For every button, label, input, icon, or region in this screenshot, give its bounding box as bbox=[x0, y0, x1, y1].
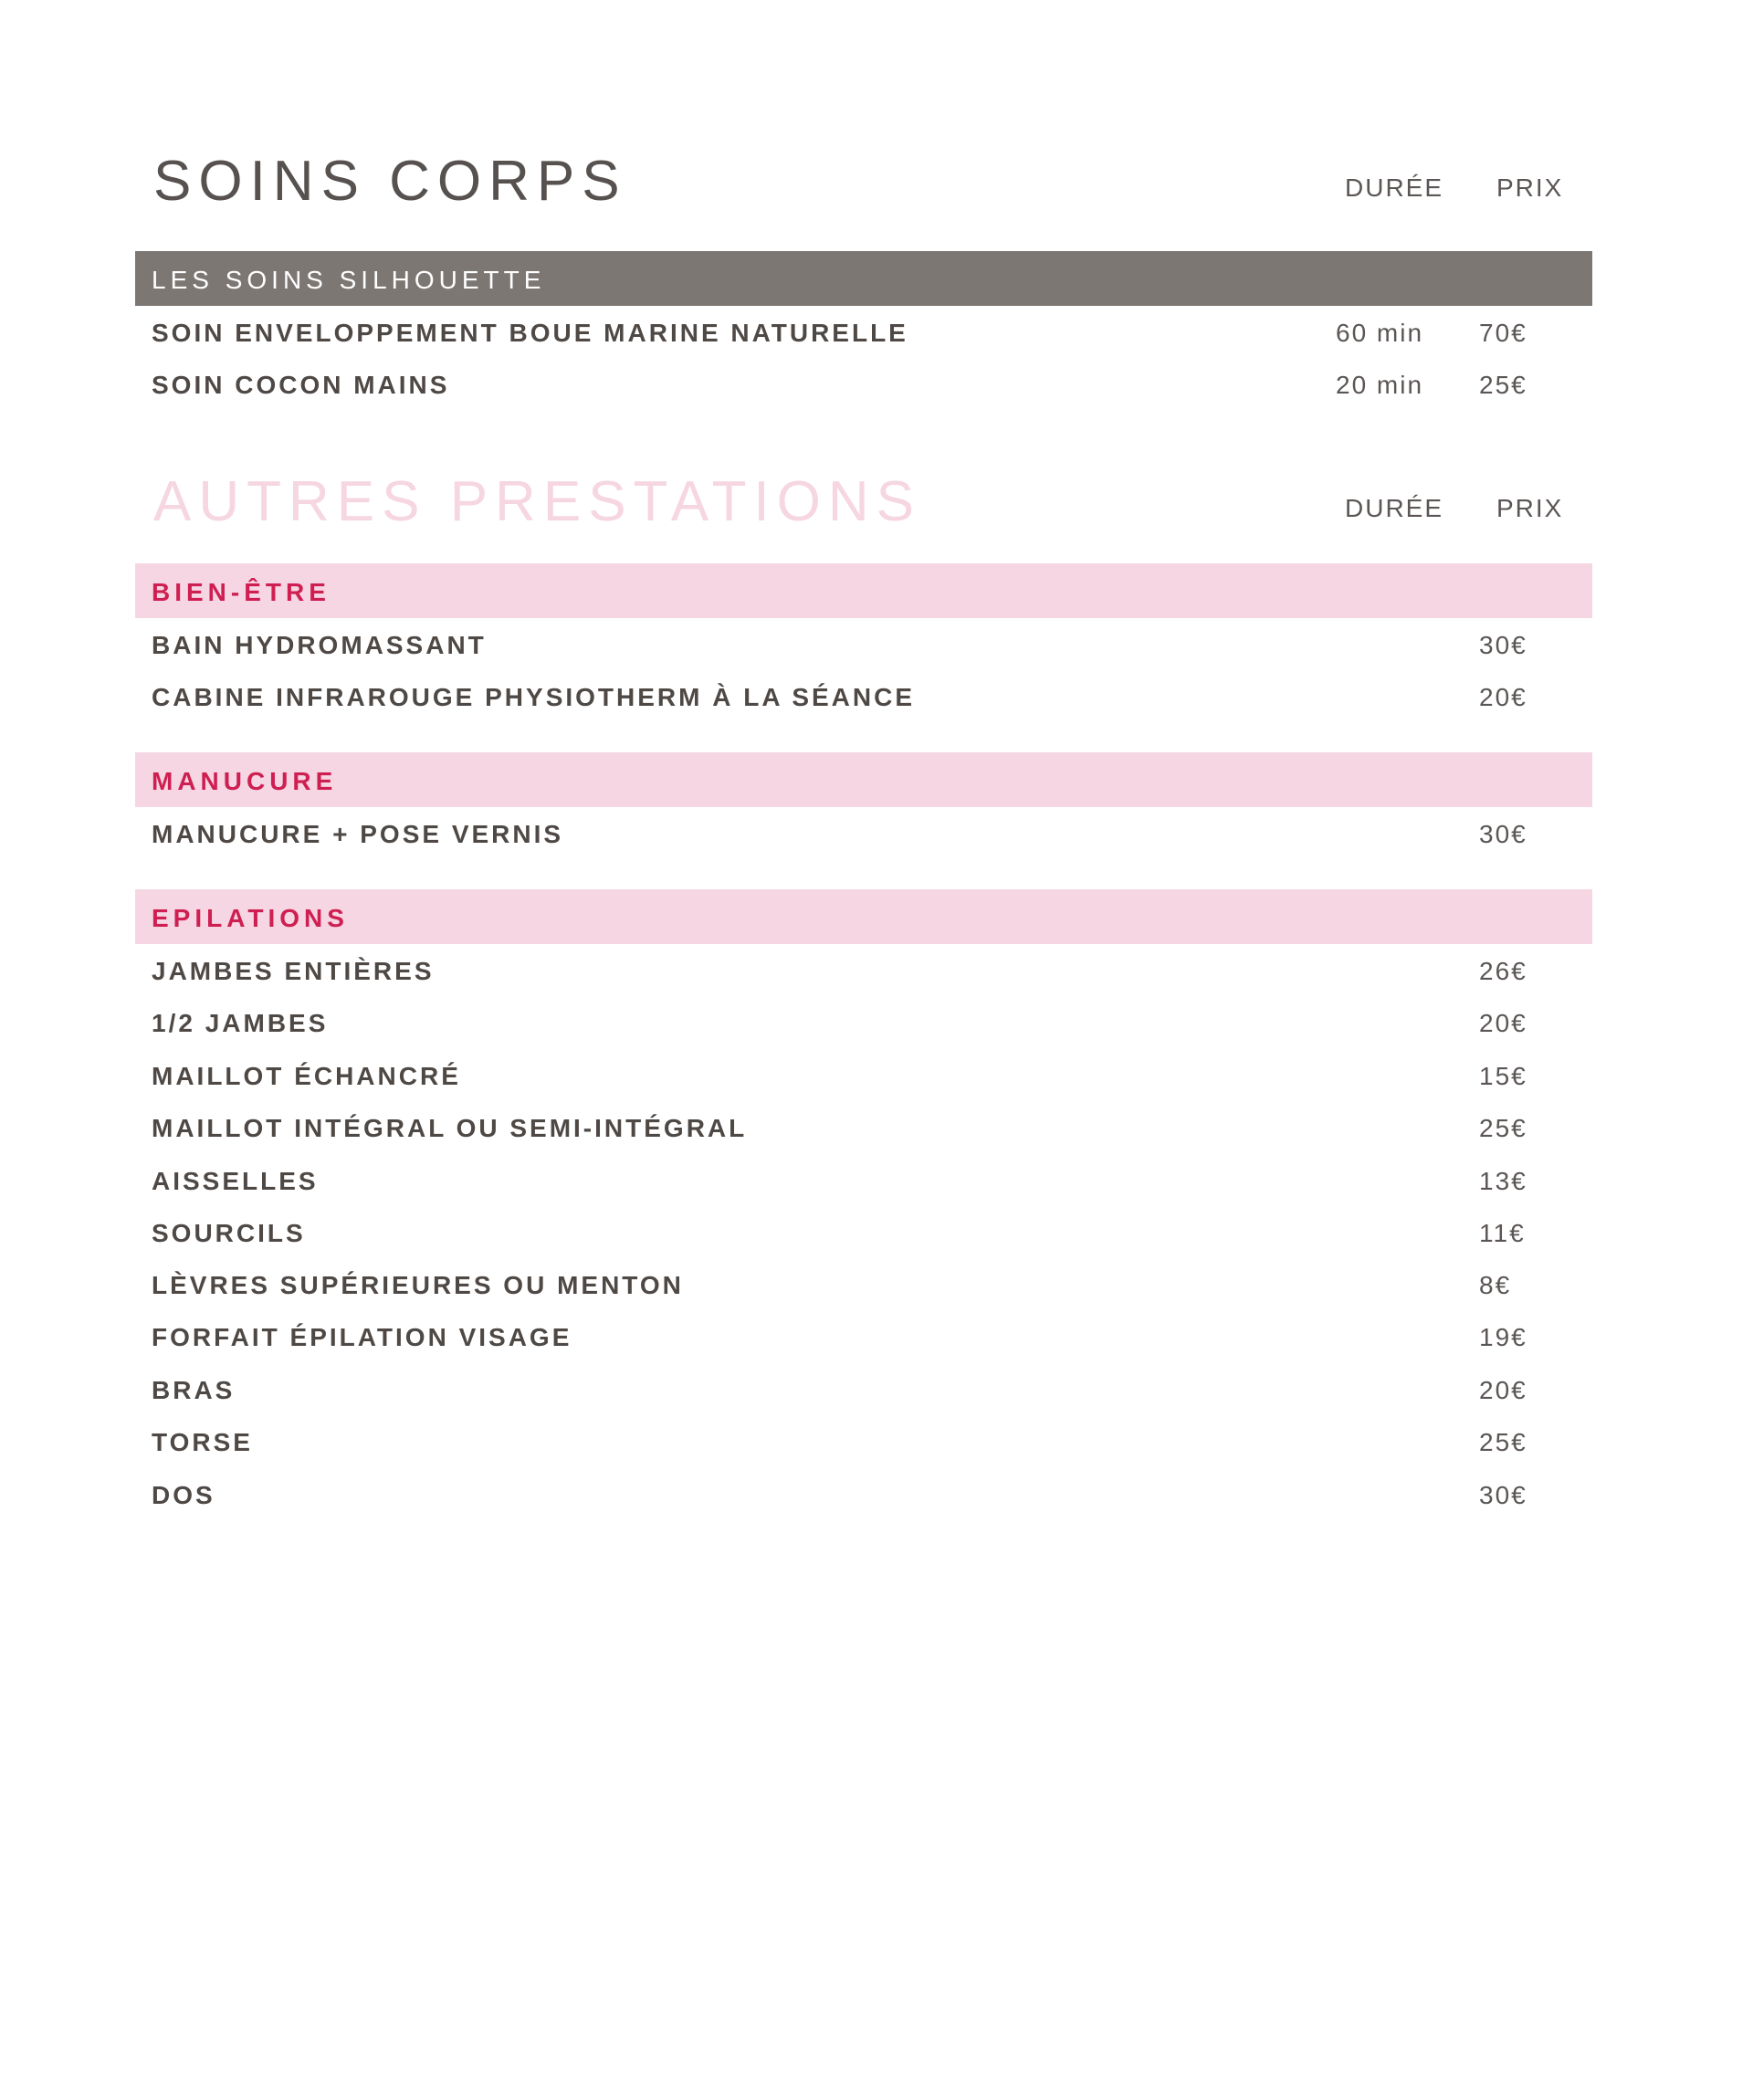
item-name: BRAS bbox=[152, 1376, 236, 1404]
list-item bbox=[135, 359, 1592, 411]
group-band-soins-silhouette: LES SOINS SILHOUETTE bbox=[135, 251, 1592, 306]
item-name: MAILLOT INTÉGRAL OU SEMI-INTÉGRAL bbox=[152, 1114, 748, 1142]
list-item bbox=[135, 1469, 1592, 1521]
section-header-soins-corps bbox=[135, 141, 1592, 223]
item-price: 20€ bbox=[1479, 1376, 1527, 1404]
list-item bbox=[135, 945, 1592, 997]
item-price: 30€ bbox=[1479, 820, 1527, 848]
list-item bbox=[135, 1207, 1592, 1259]
group-band-manucure: MANUCURE bbox=[135, 752, 1592, 807]
column-header-duree: DURÉE bbox=[1345, 173, 1444, 202]
item-price: 25€ bbox=[1479, 1114, 1527, 1142]
list-item bbox=[135, 1311, 1592, 1363]
item-name: DOS bbox=[152, 1481, 215, 1509]
item-price: 25€ bbox=[1479, 371, 1527, 399]
item-price: 15€ bbox=[1479, 1062, 1527, 1090]
item-price: 30€ bbox=[1479, 1481, 1527, 1509]
item-name: SOIN ENVELOPPEMENT BOUE MARINE NATURELLE bbox=[152, 319, 908, 347]
group-band-epilations: EPILATIONS bbox=[135, 889, 1592, 944]
item-price: 30€ bbox=[1479, 631, 1527, 659]
item-name: MANUCURE + POSE VERNIS bbox=[152, 820, 564, 848]
list-item bbox=[135, 1155, 1592, 1207]
section-title: SOINS CORPS bbox=[153, 150, 627, 213]
list-item bbox=[135, 1259, 1592, 1311]
item-price: 25€ bbox=[1479, 1428, 1527, 1456]
list-item bbox=[135, 1416, 1592, 1468]
item-price: 11€ bbox=[1479, 1219, 1526, 1247]
list-item bbox=[135, 1102, 1592, 1154]
list-item bbox=[135, 1050, 1592, 1102]
item-name: AISSELLES bbox=[152, 1167, 319, 1195]
item-price: 26€ bbox=[1479, 957, 1527, 985]
item-duration: 60 min bbox=[1336, 319, 1424, 347]
item-price: 70€ bbox=[1479, 319, 1527, 347]
item-name: LÈVRES SUPÉRIEURES OU MENTON bbox=[152, 1271, 684, 1299]
section-title: AUTRES PRESTATIONS bbox=[153, 470, 922, 533]
list-item bbox=[135, 307, 1592, 359]
item-name: JAMBES ENTIÈRES bbox=[152, 957, 435, 985]
item-name: FORFAIT ÉPILATION VISAGE bbox=[152, 1323, 572, 1351]
list-item bbox=[135, 808, 1592, 860]
list-item bbox=[135, 671, 1592, 723]
item-duration: 20 min bbox=[1336, 371, 1424, 399]
item-name: SOURCILS bbox=[152, 1219, 306, 1247]
item-price: 19€ bbox=[1479, 1323, 1527, 1351]
item-name: BAIN HYDROMASSANT bbox=[152, 631, 487, 659]
list-item bbox=[135, 997, 1592, 1049]
item-name: TORSE bbox=[152, 1428, 253, 1456]
column-header-duree: DURÉE bbox=[1345, 494, 1444, 522]
list-item bbox=[135, 619, 1592, 671]
item-name: MAILLOT ÉCHANCRÉ bbox=[152, 1062, 461, 1090]
item-price: 20€ bbox=[1479, 683, 1527, 711]
section-header-autres-prestations bbox=[135, 461, 1592, 543]
item-price: 8€ bbox=[1479, 1271, 1512, 1299]
item-price: 13€ bbox=[1479, 1167, 1527, 1195]
list-item bbox=[135, 1364, 1592, 1416]
item-name: 1/2 JAMBES bbox=[152, 1009, 329, 1037]
item-name: SOIN COCON MAINS bbox=[152, 371, 450, 399]
column-header-prix: PRIX bbox=[1496, 494, 1564, 522]
item-name: CABINE INFRAROUGE PHYSIOTHERM À LA SÉANCE bbox=[152, 683, 916, 711]
item-price: 20€ bbox=[1479, 1009, 1527, 1037]
group-band-bien-etre: BIEN-ÊTRE bbox=[135, 563, 1592, 618]
column-header-prix: PRIX bbox=[1496, 173, 1564, 202]
